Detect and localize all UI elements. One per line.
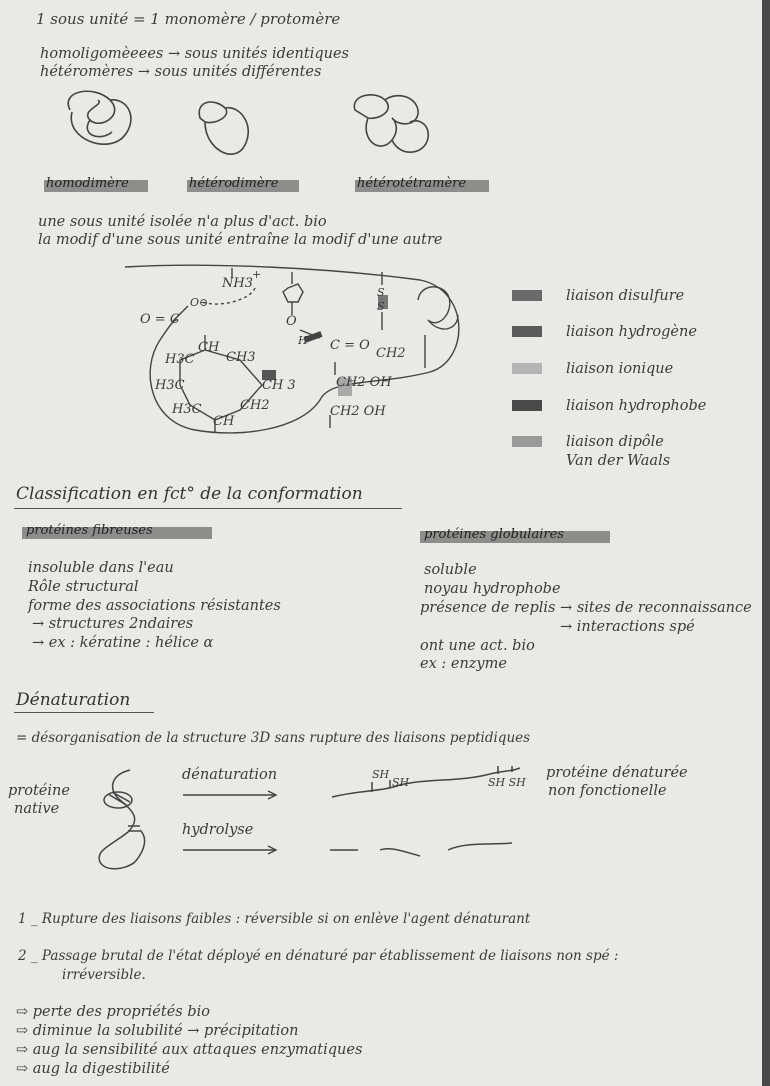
denaturation-point-2a: 2 _ Passage brutal de l'état déployé en dénaturé par établissement de liaisons non spé : [18,948,619,964]
fibrous-title: protéines fibreuses [26,523,153,538]
arrow-denaturation-label: dénaturation [182,767,278,783]
legend-label-hydrophobe: liaison hydrophobe [566,398,707,414]
sulfur-label-2: S [377,300,385,313]
consequence-1-text: perte des propriétés bio [32,1004,210,1020]
ch-bottom-label: CH [213,414,235,429]
classification-title: Classification en fct° de la conformation [16,484,363,504]
denaturation-underline [14,712,154,713]
globular-item-4: → interactions spé [560,619,695,635]
denaturation-title: Dénaturation [16,690,131,710]
legend-swatch-hydrophobe [512,400,542,411]
legend-swatch-dipole [512,436,542,447]
consequence-2: ⇨ diminue la solubilité → précipitation [16,1023,299,1039]
c-eq-o-label: C = O [330,338,370,353]
sulfur-label-1: S [377,286,385,299]
denatured-label-1: protéine dénaturée [546,765,688,781]
ch2-label: CH2 [376,346,406,361]
legend-swatch-disulfide [512,290,542,301]
legend-label-disulfide: liaison disulfure [566,288,685,304]
legend-label-dipole: liaison dipôle [566,434,664,450]
heterotetramer-sketch [354,95,428,152]
consequence-2-text: diminue la solubilité → précipitation [32,1023,299,1039]
oxy-minus-label: O⊖ [190,296,209,309]
legend-swatch-ionic [512,363,542,374]
native-label-1: protéine [8,783,70,799]
fibrous-item-4: → structures 2ndaires [32,616,194,632]
native-protein-sketch [99,770,144,869]
h3c-label-c: H3C [172,402,202,417]
h3c-label-a: H3C [165,352,195,367]
denaturation-definition: = désorganisation de la structure 3D sans rupture des liaisons peptidiques [16,730,531,746]
sh-label-2: SH [392,776,410,789]
subunit-note-1: une sous unité isolée n'a plus d'act. bio [38,214,327,230]
ch-label: CH [198,340,220,355]
consequence-3: ⇨ aug la sensibilité aux attaques enzymatiques [16,1042,363,1058]
consequence-1: ⇨ perte des propriétés bio [16,1004,210,1020]
sh-label-1: SH [372,768,390,781]
globular-item-5: ont une act. bio [420,638,535,654]
nh3-label: NH3 [222,276,253,291]
globular-item-2: noyau hydrophobe [424,581,561,597]
header-line-2: homoligomèeees → sous unités identiques [40,46,349,62]
homodimer-sketch [68,91,131,144]
plus-label: + [252,268,262,281]
arrow-hydrolysis-label: hydrolyse [182,822,254,838]
heterotetramer-label: hétérotétramère [357,176,467,191]
fibrous-item-3: forme des associations résistantes [28,598,281,614]
fibrous-item-5: → ex : kératine : hélice α [32,635,214,651]
subunit-note-2: la modif d'une sous unité entraîne la modif d'une autre [38,232,443,248]
denaturation-point-1: 1 _ Rupture des liaisons faibles : réversible si on enlève l'agent dénaturant [18,911,531,927]
fibrous-item-1: insoluble dans l'eau [28,560,174,576]
homodimer-label: homodimère [46,176,129,191]
heterodimer-sketch [199,102,248,154]
classification-underline [14,508,402,509]
consequence-3-text: aug la sensibilité aux attaques enzymatiques [32,1042,363,1058]
ch3-label-a: CH3 [226,350,256,365]
globular-item-6: ex : enzyme [420,656,507,672]
h-label: H [298,334,308,347]
fibrous-item-2: Rôle structural [28,579,139,595]
legend-label-hydrogen: liaison hydrogène [566,324,697,340]
globular-item-1: soluble [424,562,477,578]
denatured-label-2: non fonctionelle [548,783,667,799]
heterodimer-label: hétérodimère [189,176,279,191]
o-label: O [286,314,297,329]
legend-swatch-hydrogen [512,326,542,337]
header-line-1: 1 sous unité = 1 monomère / protomère [36,10,341,28]
consequence-4: ⇨ aug la digestibilité [16,1061,170,1077]
ch2oh-label-a: CH2 OH [336,375,392,390]
carbonyl-left-label: O = C [140,312,180,327]
legend-label-ionic: liaison ionique [566,361,674,377]
ch2-ring-label: CH2 [240,398,270,413]
h3c-label-b: H3C [155,378,185,393]
ch2oh-label-b: CH2 OH [330,404,386,419]
header-line-3: hétéromères → sous unités différentes [40,64,322,80]
denaturation-point-2b: irréversible. [62,967,146,983]
sh-label-3: SH SH [488,776,526,789]
native-label-2: native [14,801,60,817]
consequence-4-text: aug la digestibilité [32,1061,170,1077]
legend-label-vdw: Van der Waals [566,453,671,469]
ch3-label-b: CH 3 [262,378,296,393]
globular-title: protéines globulaires [424,527,564,542]
globular-item-3: présence de replis → sites de reconnaissance [420,600,752,616]
